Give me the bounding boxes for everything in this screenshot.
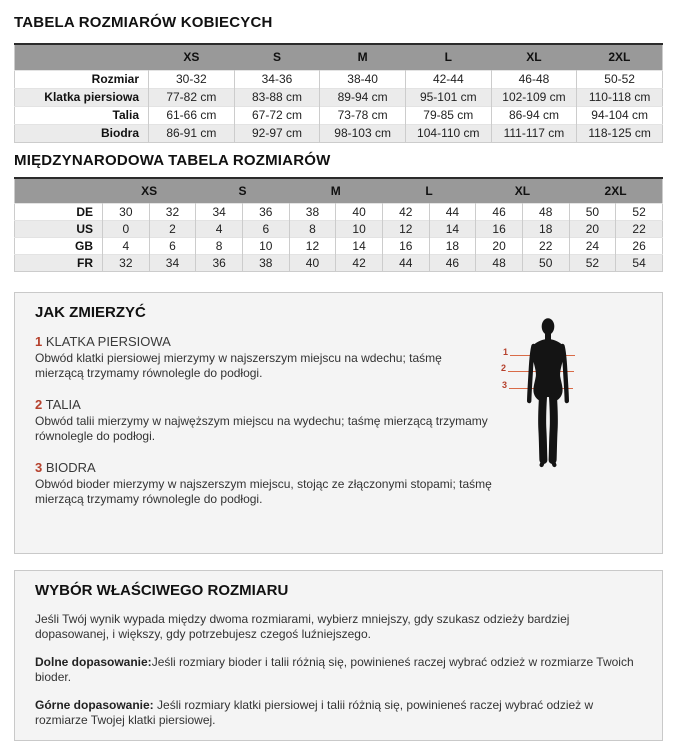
top-fit-advice [35,698,642,728]
size-value-cell: 94-104 cm [577,106,663,124]
row-label: Rozmiar [91,72,139,86]
size-value-cell: 77-82 cm [149,88,235,106]
women-size-table-title: TABELA ROZMIARÓW KOBIECYCH [14,14,273,31]
size-value-cell: 34 [196,204,243,221]
international-size-table [14,177,663,273]
figure-marker-2: 2 [501,363,507,373]
size-column-header: L [405,44,491,70]
size-value-cell: 48 [522,204,569,221]
size-column-header: M [320,44,406,70]
size-value-cell: 50-52 [577,70,663,88]
international-size-table-title: MIĘDZYNARODOWA TABELA ROZMIARÓW [14,151,331,169]
table-row [15,221,663,238]
size-value-cell: 4 [103,238,150,255]
size-value-cell: 46 [429,255,476,272]
size-column-header: XL [491,44,577,70]
chest-measure-line [510,355,575,356]
table-row [15,255,663,272]
figure-marker-1: 1 [503,347,509,357]
size-value-cell: 10 [336,221,383,238]
bottom-fit-text: Jeśli rozmiary bioder i talii różnią się, powinieneś raczej wybrać odzież w rozmiarze Twoich bioder. [35,655,634,684]
measure-description: Obwód klatki piersiowej mierzymy w najszerszym miejscu na wdechu; taśmę mierzącą trzymamy równolegle do podłogi. [35,351,442,380]
measure-item-heading [35,397,493,412]
size-value-cell: 20 [476,238,523,255]
size-value-cell: 42 [336,255,383,272]
table-header-row [15,44,663,70]
measure-item-heading [35,334,493,349]
size-column-header: L [382,178,475,204]
size-value-cell: 16 [476,221,523,238]
size-value-cell: 111-117 cm [491,124,577,142]
size-column-header: 2XL [569,178,662,204]
size-value-cell: 22 [616,221,663,238]
row-label: GB [75,239,93,253]
size-value-cell: 32 [149,204,196,221]
waist-measure-line [508,371,574,372]
bottom-fit-label: Dolne dopasowanie: [35,655,152,669]
size-value-cell: 0 [103,221,150,238]
size-value-cell: 4 [196,221,243,238]
size-value-cell: 89-94 cm [320,88,406,106]
size-choice-intro: Jeśli Twój wynik wypada między dwoma rozmiarami, wybierz mniejszy, gdy szukasz odzieży bardziej dopasowanej, i większy, gdy potrzebujesz czegoś luźniejszego. [35,612,570,641]
size-value-cell: 44 [382,255,429,272]
table-row [15,238,663,255]
size-value-cell: 2 [149,221,196,238]
table-row [15,204,663,221]
how-to-measure-text [35,334,493,507]
size-value-cell: 50 [522,255,569,272]
size-value-cell: 30-32 [149,70,235,88]
figure-marker-3: 3 [502,380,508,390]
size-value-cell: 79-85 cm [405,106,491,124]
table-header-row [15,178,663,204]
size-value-cell: 20 [569,221,616,238]
measure-label: BIODRA [45,460,96,475]
size-value-cell: 30 [103,204,150,221]
size-value-cell: 46-48 [491,70,577,88]
size-value-cell: 52 [616,204,663,221]
top-fit-text: Jeśli rozmiary klatki piersiowej i talii różnią się, powinieneś raczej wybrać odzież w rozmiarze Twojej klatki piersiowej. [35,698,594,727]
size-value-cell: 52 [569,255,616,272]
size-value-cell: 6 [242,221,289,238]
row-label: DE [76,205,93,219]
measure-number: 3 [35,460,43,475]
size-value-cell: 67-72 cm [234,106,320,124]
table-row [15,106,663,124]
row-label: US [76,222,93,236]
size-column-header: 2XL [577,44,663,70]
measure-item-chest [35,334,493,381]
size-choice-box [14,570,663,741]
bottom-fit-advice [35,655,642,685]
size-value-cell: 14 [429,221,476,238]
size-value-cell: 12 [382,221,429,238]
size-column-header: XL [476,178,569,204]
size-value-cell: 44 [429,204,476,221]
size-value-cell: 34 [149,255,196,272]
size-value-cell: 24 [569,238,616,255]
table-corner-cell [15,44,149,70]
size-column-header: XS [103,178,196,204]
measure-label: TALIA [45,397,81,412]
size-column-header: M [289,178,382,204]
women-size-table [14,43,663,143]
hips-measure-line [509,388,573,389]
row-label: FR [77,256,93,270]
size-value-cell: 26 [616,238,663,255]
measure-description: Obwód bioder mierzymy w najszerszym miejscu, stojąc ze złączonymi stopami; taśmę mierzącą trzymamy równolegle do podłogi. [35,477,492,506]
size-value-cell: 8 [196,238,243,255]
size-value-cell: 73-78 cm [320,106,406,124]
size-value-cell: 92-97 cm [234,124,320,142]
measure-item-heading [35,460,493,475]
size-column-header: S [196,178,289,204]
size-value-cell: 50 [569,204,616,221]
size-value-cell: 38-40 [320,70,406,88]
size-value-cell: 18 [522,221,569,238]
size-column-header: XS [149,44,235,70]
size-value-cell: 54 [616,255,663,272]
size-choice-title: WYBÓR WŁAŚCIWEGO ROZMIARU [35,582,289,599]
size-value-cell: 32 [103,255,150,272]
size-value-cell: 104-110 cm [405,124,491,142]
how-to-measure-box [14,292,663,554]
measure-description: Obwód talii mierzymy w najwęższym miejscu na wydechu; taśmę mierzącą trzymamy równolegle do podłogi. [35,414,488,443]
size-value-cell: 38 [242,255,289,272]
measure-label: KLATKA PIERSIOWA [45,334,171,349]
size-value-cell: 36 [196,255,243,272]
size-value-cell: 102-109 cm [491,88,577,106]
size-value-cell: 40 [336,204,383,221]
size-value-cell: 34-36 [234,70,320,88]
size-value-cell: 110-118 cm [577,88,663,106]
table-row [15,88,663,106]
size-value-cell: 38 [289,204,336,221]
measure-number: 1 [35,334,43,349]
size-value-cell: 46 [476,204,523,221]
size-value-cell: 12 [289,238,336,255]
top-fit-label: Górne dopasowanie: [35,698,154,712]
size-column-header: S [234,44,320,70]
row-label: Biodra [100,126,139,140]
size-value-cell: 42-44 [405,70,491,88]
row-label: Klatka piersiowa [44,90,139,104]
table-row [15,70,663,88]
size-value-cell: 86-91 cm [149,124,235,142]
size-value-cell: 18 [429,238,476,255]
table-corner-cell [15,178,103,204]
size-value-cell: 36 [242,204,289,221]
size-value-cell: 40 [289,255,336,272]
size-value-cell: 118-125 cm [577,124,663,142]
size-value-cell: 61-66 cm [149,106,235,124]
size-value-cell: 14 [336,238,383,255]
size-value-cell: 42 [382,204,429,221]
how-to-measure-title: JAK ZMIERZYĆ [35,304,146,321]
measure-item-hips [35,460,493,507]
size-value-cell: 8 [289,221,336,238]
size-value-cell: 83-88 cm [234,88,320,106]
size-value-cell: 16 [382,238,429,255]
table-row [15,124,663,142]
size-value-cell: 95-101 cm [405,88,491,106]
size-value-cell: 86-94 cm [491,106,577,124]
body-silhouette-icon [526,318,570,468]
size-value-cell: 10 [242,238,289,255]
size-value-cell: 98-103 cm [320,124,406,142]
measure-number: 2 [35,397,43,412]
measure-item-waist [35,397,493,444]
size-value-cell: 6 [149,238,196,255]
row-label: Talia [112,108,139,122]
size-value-cell: 22 [522,238,569,255]
size-value-cell: 48 [476,255,523,272]
